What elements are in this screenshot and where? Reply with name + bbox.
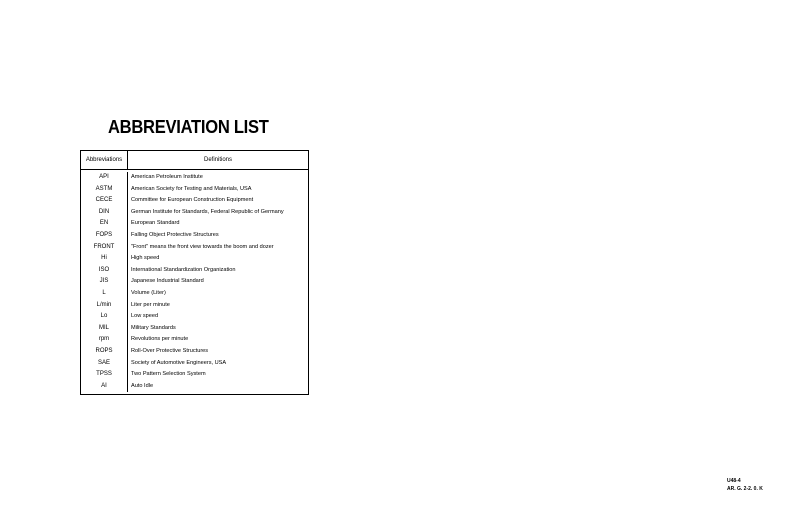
abbreviation-cell: SAE bbox=[81, 358, 128, 370]
definition-cell: Military Standards bbox=[131, 324, 176, 331]
abbreviation-cell: Hi bbox=[81, 253, 128, 265]
abbreviation-cell: JIS bbox=[81, 276, 128, 288]
definition-cell: Liter per minute bbox=[131, 301, 170, 308]
header-definitions: Definitions bbox=[203, 157, 232, 163]
table-row bbox=[81, 172, 308, 184]
table-row bbox=[81, 381, 308, 393]
definition-cell: Committee for European Construction Equipment bbox=[131, 197, 254, 204]
definition-cell: American Society for Testing and Materials, USA bbox=[131, 185, 252, 192]
table-row bbox=[81, 184, 308, 196]
abbreviation-cell: Lo bbox=[81, 311, 128, 323]
abbreviation-cell: AI bbox=[81, 381, 128, 393]
table-row bbox=[81, 218, 308, 230]
document-code-line-2: AR. G. 2-2. 0. K bbox=[727, 486, 763, 492]
table-row bbox=[81, 323, 308, 335]
table-row bbox=[81, 230, 308, 242]
abbreviation-cell: DIN bbox=[81, 207, 128, 219]
definition-cell: Society of Automotive Engineers, USA bbox=[131, 359, 227, 366]
table-row bbox=[81, 311, 308, 323]
definition-cell: "Front" means the front view towards the boom and dozer bbox=[131, 243, 274, 250]
table-row bbox=[81, 346, 308, 358]
definition-cell: Low speed bbox=[131, 313, 159, 320]
abbreviation-cell: ASTM bbox=[81, 184, 128, 196]
definition-cell: Two Pattern Selection System bbox=[131, 371, 206, 378]
table-row bbox=[81, 288, 308, 300]
table-row bbox=[81, 253, 308, 265]
table-row bbox=[81, 207, 308, 219]
table-row bbox=[81, 195, 308, 207]
definition-cell: Japanese Industrial Standard bbox=[131, 278, 204, 285]
definition-cell: American Petroleum Institute bbox=[131, 174, 203, 180]
header-abbreviations: Abbreviations bbox=[81, 151, 128, 169]
definition-cell: German Institute for Standards, Federal Republic of Germany bbox=[131, 208, 284, 215]
abbreviation-cell: L bbox=[81, 288, 128, 300]
table-body bbox=[81, 170, 308, 394]
table-row bbox=[81, 242, 308, 254]
abbreviation-cell: MIL bbox=[81, 323, 128, 335]
abbreviation-cell: API bbox=[81, 172, 128, 184]
abbreviation-cell: ROPS bbox=[81, 346, 128, 358]
table-row bbox=[81, 300, 308, 312]
abbreviation-cell: rpm bbox=[81, 334, 128, 346]
abbreviation-cell: L/min bbox=[81, 300, 128, 312]
abbreviation-cell: ISO bbox=[81, 265, 128, 277]
page-title: ABBREVIATION LIST bbox=[108, 117, 269, 137]
definition-cell: Volume (Liter) bbox=[131, 289, 166, 296]
abbreviation-table bbox=[80, 150, 309, 395]
table-row bbox=[81, 265, 308, 277]
abbreviation-cell: FRONT bbox=[81, 242, 128, 254]
definition-cell: Roll-Over Protective Structures bbox=[131, 347, 209, 354]
abbreviation-cell: FOPS bbox=[81, 230, 128, 242]
table-row bbox=[81, 276, 308, 288]
table-row bbox=[81, 358, 308, 370]
abbreviation-cell: CECE bbox=[81, 195, 128, 207]
document-code-line-1: U48-4 bbox=[727, 478, 741, 484]
table-header bbox=[81, 151, 308, 170]
document-code bbox=[727, 477, 763, 493]
definition-cell: High speed bbox=[131, 255, 160, 262]
definition-cell: International Standardization Organization bbox=[131, 266, 236, 273]
definition-cell: Revolutions per minute bbox=[131, 336, 189, 343]
abbreviation-cell: TPSS bbox=[81, 369, 128, 381]
abbreviation-cell: EN bbox=[81, 218, 128, 230]
definition-cell: Auto Idle bbox=[131, 382, 154, 389]
definition-cell: European Standard bbox=[131, 220, 180, 227]
table-row bbox=[81, 334, 308, 346]
definition-cell: Falling Object Protective Structures bbox=[131, 231, 219, 238]
table-row bbox=[81, 369, 308, 381]
